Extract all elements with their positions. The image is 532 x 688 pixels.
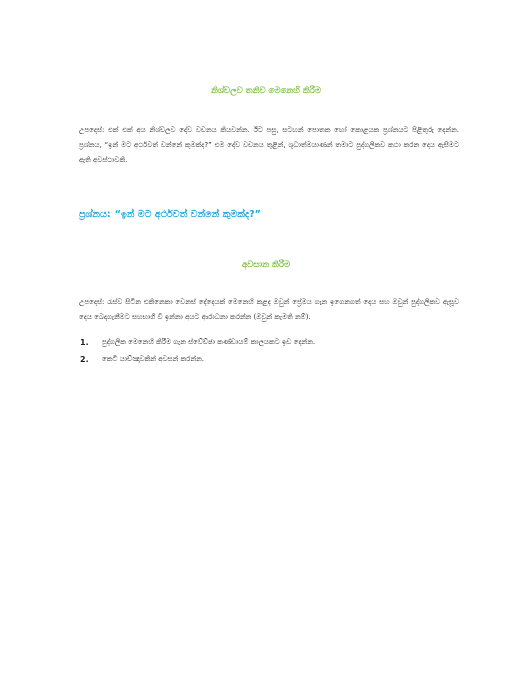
- question-line: [79, 209, 261, 220]
- closing-instructions-paragraph: උපදෙස්: රැස්ව සිටින එකිනෙකා වෙනස් දේදෙයක් මෙනෙහි කළද ඔවුන් ප්‍රේමය ගැන ඉගෙනගත් දෙය සහ ඔවුන් පුද්ගලිකව ඇසූව දෙය බෙදාගැනීමට සහභාගී වී ඉන්නා අයට ආරාධනා කරන්න (ඔවුන් කැමති නම්).: [79, 298, 459, 321]
- question-label: ප්‍රශ්නය:: [79, 209, 111, 220]
- section-heading-closing: අවසාන කිරීම: [241, 260, 291, 270]
- instructions-paragraph: උපදෙස්: එක් එක් අය නිශ්චලව දේව වචනය කියවන්න. ඊට පසු, සටහන් පොතක හෝ කොළයක ප්‍රශ්නයට පිළිතුරු දෙන්න. ප්‍රශ්නය, “ඉන් මට අර්ථවත් වන්නේ කුමක්ද?” එම දේව වචනය තුළින්, ශුධාත්මයාණන් තමාට පුද්ගලිකව කථා කරන දෙය ඇසීමට ඇති අවස්ථාවකි.: [79, 126, 459, 164]
- step-number: 2.: [80, 355, 89, 364]
- list-item: [79, 351, 459, 368]
- list-item: [79, 334, 459, 351]
- step-text: කෙටි යාච්ඤාවකින් අවසන් කරන්න.: [102, 355, 204, 363]
- step-number: 1.: [80, 338, 89, 347]
- question-text: “ඉන් මට අර්ථවත් වන්නේ කුමක්ද?”: [114, 209, 261, 220]
- closing-steps-list: [79, 334, 459, 368]
- step-text: පුද්ගලික මෙනෙහි කිරීම ගැන ස්වේච්ඡා කණ්ඩායම් කාලයකට ඉඩ දෙන්න.: [102, 338, 316, 346]
- section-heading-silent-reflection: නිශ්චලව තනිව මෙනෙහි කිරීම: [211, 86, 321, 96]
